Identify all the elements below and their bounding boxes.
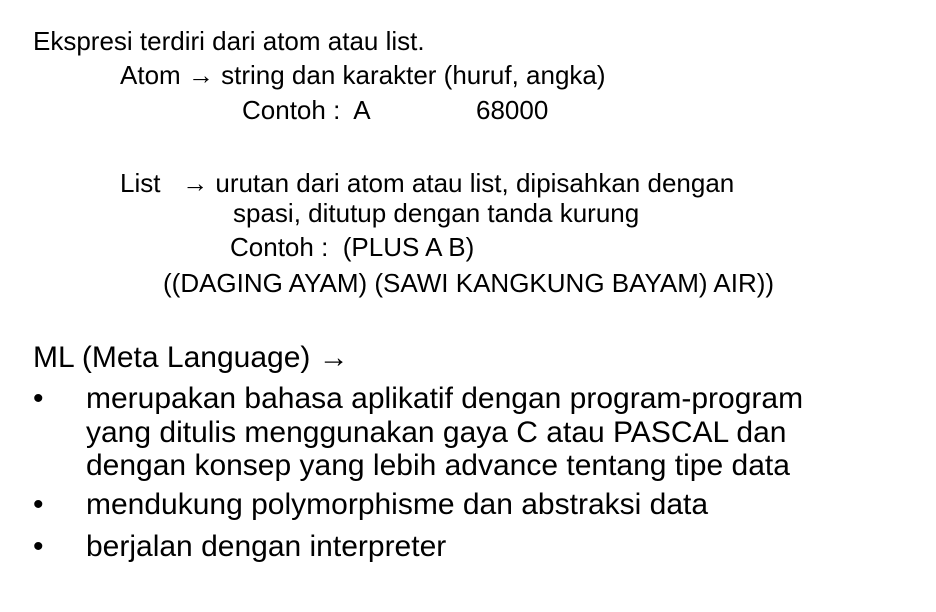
atom-definition: Atom → string dan karakter (huruf, angka)	[120, 60, 606, 90]
bullet-1: •	[33, 382, 44, 415]
ml-item-1-line3: dengan konsep yang lebih advance tentang tipe data	[86, 449, 790, 482]
atom-example-label: Contoh : A	[242, 95, 371, 125]
bullet-3: •	[33, 530, 44, 563]
atom-example-value: 68000	[476, 95, 549, 125]
ml-item-1-line2: yang ditulis menggunakan gaya C atau PASCAL dan	[86, 416, 787, 449]
intro-text: Ekspresi terdiri dari atom atau list.	[33, 26, 425, 56]
list-example-label: Contoh : (PLUS A B)	[230, 232, 475, 262]
ml-item-1-line1: merupakan bahasa aplikatif dengan program-program	[86, 382, 804, 415]
ml-heading: ML (Meta Language) →	[33, 341, 349, 374]
list-definition-line2: spasi, ditutup dengan tanda kurung	[233, 198, 640, 228]
list-definition-line1: List → urutan dari atom atau list, dipisahkan dengan	[120, 168, 735, 198]
bullet-2: •	[33, 488, 44, 521]
ml-item-3: berjalan dengan interpreter	[86, 530, 447, 563]
ml-item-2: mendukung polymorphisme dan abstraksi data	[86, 488, 709, 521]
list-example-line2: ((DAGING AYAM) (SAWI KANGKUNG BAYAM) AIR))	[163, 268, 775, 298]
